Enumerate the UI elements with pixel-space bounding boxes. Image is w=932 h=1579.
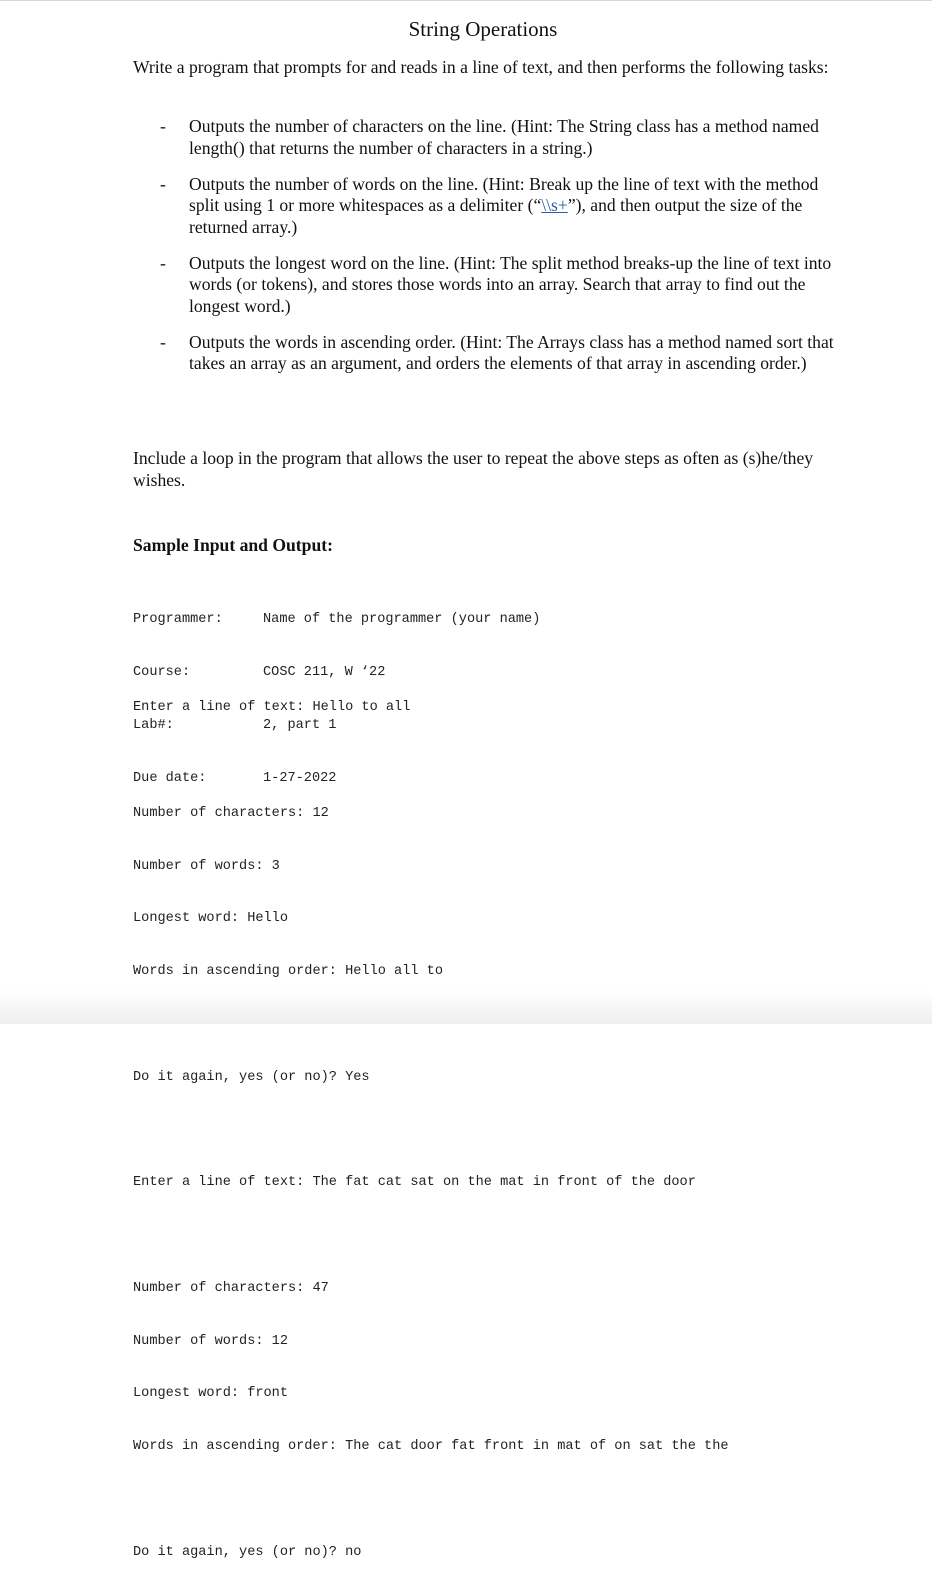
info-label: Lab#: bbox=[133, 717, 174, 733]
info-row-programmer bbox=[133, 611, 540, 629]
task-text: Outputs the words in ascending order. (Hint: The Arrays class has a method named sort that takes an array as an argument, and orders the elements of that array in ascending order.) bbox=[189, 331, 834, 373]
task-item-words bbox=[133, 174, 843, 239]
info-label: Programmer: bbox=[133, 612, 223, 628]
task-text-before: Outputs the number of words on the line. (Hint: Break up the line of text with the method split using 1 or more whitespaces as a delimiter (“ bbox=[189, 173, 819, 215]
sample-transcript bbox=[133, 664, 729, 1579]
info-value: Name of the programmer (your name) bbox=[263, 612, 541, 628]
transcript-line: Words in ascending order: Hello all to bbox=[133, 964, 443, 980]
bullet-dash: - bbox=[160, 252, 166, 273]
info-value: COSC 211, W ‘22 bbox=[263, 664, 386, 680]
loop-paragraph: Include a loop in the program that allows the user to repeat the above steps as often as (s)he/they wishes. bbox=[133, 448, 814, 490]
task-text: Outputs the number of characters on the line. (Hint: The String class has a method named length() that returns the number of characters in a string.) bbox=[189, 116, 819, 158]
task-item-longest-word bbox=[133, 253, 843, 318]
intro-paragraph: Write a program that prompts for and reads in a line of text, and then performs the following tasks: bbox=[133, 57, 829, 77]
transcript-line bbox=[133, 1227, 729, 1245]
transcript-line: Longest word: front bbox=[133, 1386, 288, 1402]
info-label: Due date: bbox=[133, 770, 207, 786]
page-bottom-shadow bbox=[0, 990, 932, 1024]
transcript-line: Number of characters: 47 bbox=[133, 1280, 329, 1296]
sample-heading: Sample Input and Output: bbox=[133, 535, 333, 555]
task-item-ascending-order bbox=[133, 332, 843, 375]
regex-link[interactable]: \\s+ bbox=[541, 195, 568, 215]
page-title: String Operations bbox=[408, 17, 558, 41]
task-item-characters bbox=[133, 116, 843, 159]
task-text: Outputs the longest word on the line. (Hint: The split method breaks-up the line of text into words (or tokens), and stores those words into an array. Search that array to find out the longest word.) bbox=[189, 252, 832, 316]
transcript-line bbox=[133, 1491, 729, 1509]
top-border bbox=[0, 0, 932, 1]
transcript-line bbox=[133, 1121, 729, 1139]
info-value: 1-27-2022 bbox=[263, 770, 337, 786]
info-value: 2, part 1 bbox=[263, 717, 337, 733]
transcript-line: Enter a line of text: Hello to all bbox=[133, 700, 411, 716]
bullet-dash: - bbox=[160, 116, 166, 136]
transcript-line: Words in ascending order: The cat door fat front in mat of on sat the the bbox=[133, 1439, 729, 1455]
transcript-line: Do it again, yes (or no)? Yes bbox=[133, 1069, 370, 1085]
transcript-line: Number of words: 3 bbox=[133, 858, 280, 874]
transcript-line: Enter a line of text: The fat cat sat on the mat in front of the door bbox=[133, 1175, 696, 1191]
transcript-line bbox=[133, 752, 729, 770]
task-text-after: ”), and then output the size of the returned array.) bbox=[189, 195, 803, 237]
bullet-dash: - bbox=[160, 331, 166, 352]
transcript-line: Do it again, yes (or no)? no bbox=[133, 1544, 362, 1560]
transcript-line: Longest word: Hello bbox=[133, 911, 288, 927]
task-list bbox=[133, 116, 843, 389]
info-label: Course: bbox=[133, 664, 191, 680]
transcript-line: Number of characters: 12 bbox=[133, 805, 329, 821]
transcript-line: Number of words: 12 bbox=[133, 1333, 288, 1349]
bullet-dash: - bbox=[160, 173, 166, 194]
